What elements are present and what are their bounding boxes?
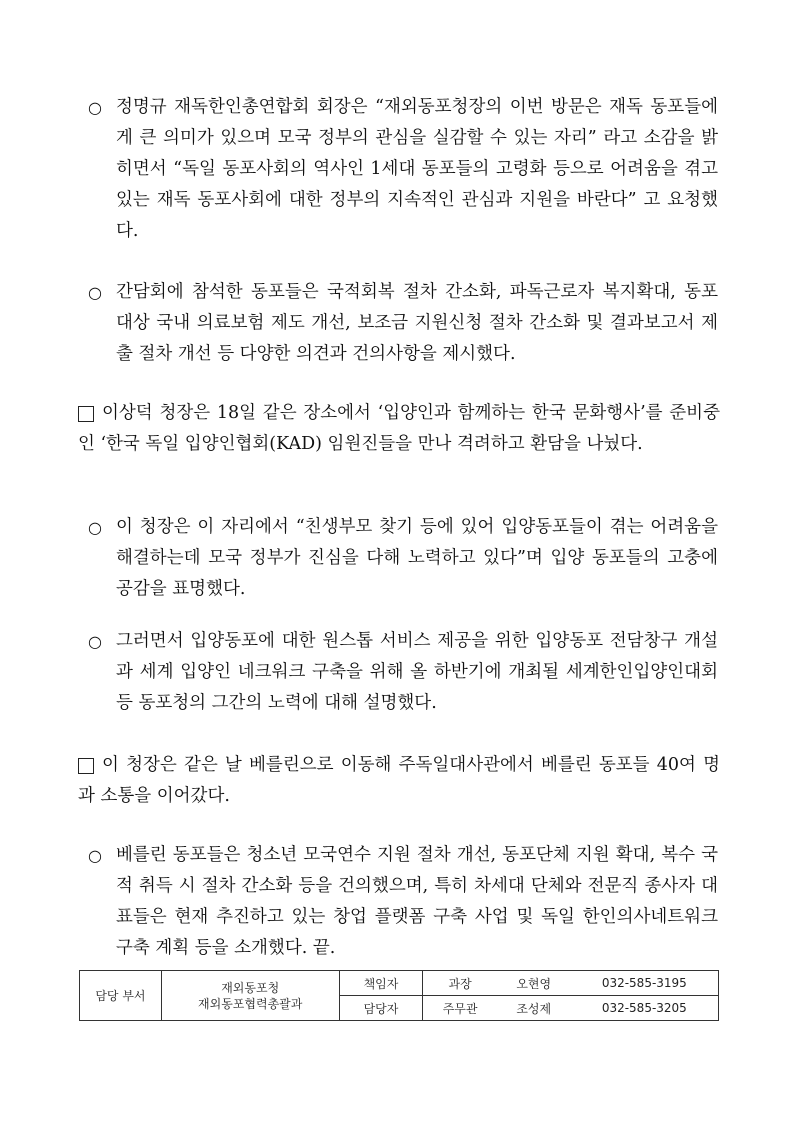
paragraph-7-text: 베를린 동포들은 청소년 모국연수 지원 절차 개선, 동포단체 지원 확대, 복수 국적 취득 시 절차 간소화 등을 건의했으며, 특히 차세대 단체와 전문직 종사자 대표들은 현재 추진하고 있는 창업 플랫폼 구축 사업 및 독일 한인의사네트워크 구축 계획 등을 소개했다. 끝.	[116, 845, 718, 958]
paragraph-3	[78, 398, 720, 460]
phone-cell: 032-585-3195	[571, 971, 719, 996]
contact-row-1	[80, 971, 719, 996]
dept-division: 재외동포협력총괄과	[198, 996, 303, 1011]
checkbox-square-icon	[78, 398, 94, 433]
paragraph-3-text: 이상덕 청장은 18일 같은 장소에서 ‘입양인과 함께하는 한국 문화행사’를 준비중인 ‘한국 독일 입양인협회(KAD) 임원진들을 만나 격려하고 환담을 나눴다.	[78, 403, 720, 454]
position-cell: 과장	[423, 971, 497, 996]
paragraph-1-text: 정명규 재독한인총연합회 회장은 “재외동포청장의 이번 방문은 재독 동포들에게 큰 의미가 있으며 모국 정부의 관심을 실감할 수 있는 자리” 라고 소감을 밝히면서 “독일 동포사회의 역사인 1세대 동포들의 고령화 등으로 어려움을 겪고 있는 재독 동포사회에 대한 정부의 지속적인 관심과 지원을 바란다” 고 요청했다.	[116, 97, 718, 241]
paragraph-4-text: 이 청장은 이 자리에서 “친생부모 찾기 등에 있어 입양동포들이 겪는 어려움을 해결하는데 모국 정부가 진심을 다해 노력하고 있다”며 입양 동포들의 고충에 공감을 표명했다.	[116, 517, 718, 599]
contact-table	[79, 970, 719, 1021]
bullet-circle-icon: ○	[88, 283, 102, 302]
dept-agency: 재외동포청	[221, 980, 280, 995]
paragraph-6	[78, 750, 720, 812]
paragraph-7	[88, 840, 718, 964]
paragraph-2-text: 간담회에 참석한 동포들은 국적회복 절차 간소화, 파독근로자 복지확대, 동포 대상 국내 의료보험 제도 개선, 보조금 지원신청 절차 간소화 및 결과보고서 제출 절차 개선 등 다양한 의견과 건의사항을 제시했다.	[116, 282, 718, 364]
name-cell: 오현영	[497, 971, 571, 996]
paragraph-1	[88, 92, 718, 247]
paragraph-6-text: 이 청장은 같은 날 베를린으로 이동해 주독일대사관에서 베를린 동포들 40여 명과 소통을 이어갔다.	[78, 755, 720, 806]
dept-name	[161, 971, 339, 1021]
paragraph-2	[88, 277, 718, 370]
bullet-circle-icon: ○	[88, 98, 102, 117]
position-cell: 주무관	[423, 996, 497, 1021]
dept-label: 담당 부서	[80, 971, 162, 1021]
role-cell: 담당자	[339, 996, 423, 1021]
phone-cell: 032-585-3205	[571, 996, 719, 1021]
role-cell: 책임자	[339, 971, 423, 996]
bullet-circle-icon: ○	[88, 632, 102, 651]
paragraph-5	[88, 626, 718, 719]
paragraph-5-text: 그러면서 입양동포에 대한 원스톱 서비스 제공을 위한 입양동포 전담창구 개설과 세계 입양인 네크워크 구축을 위해 올 하반기에 개최될 세계한인입양인대회 등 동포청의 그간의 노력에 대해 설명했다.	[116, 631, 718, 713]
paragraph-4	[88, 512, 718, 605]
bullet-circle-icon: ○	[88, 518, 102, 537]
checkbox-square-icon	[78, 750, 94, 785]
bullet-circle-icon: ○	[88, 846, 102, 865]
name-cell: 조성제	[497, 996, 571, 1021]
